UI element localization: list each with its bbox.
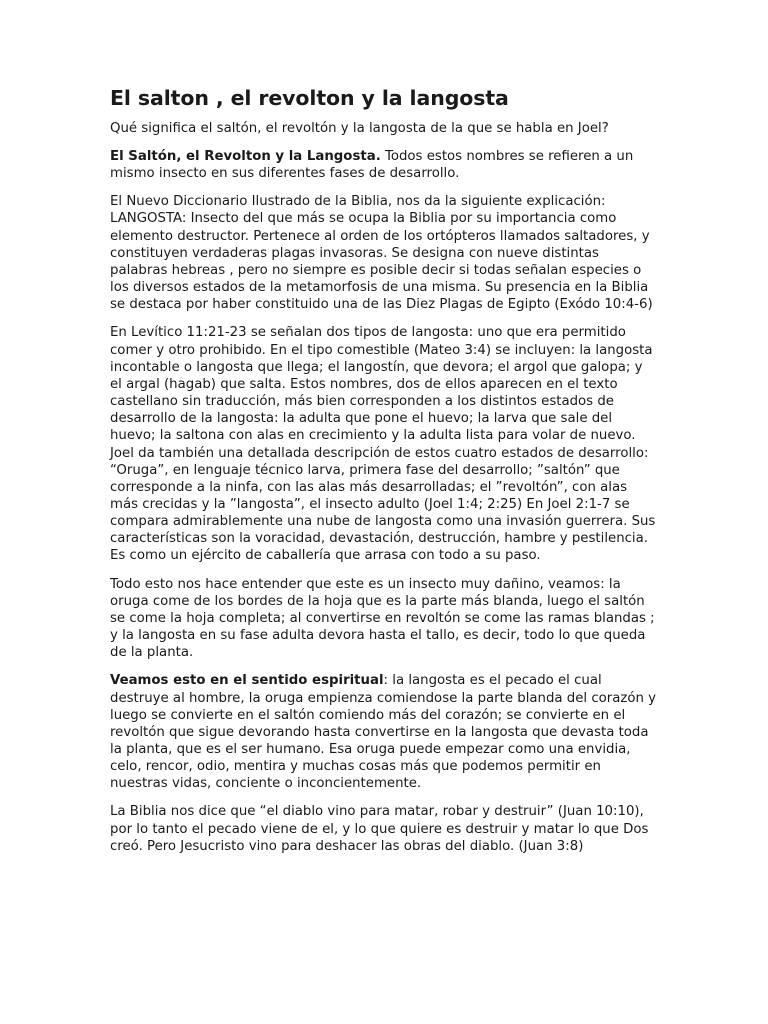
paragraph-levitico: En Levítico 11:21-23 se señalan dos tipos de langosta: uno que era permitido comer y otro prohibido. En el tipo comestible (Mateo 3:4) se incluyen: la langosta incontable o langosta que llega; el langostín, que devora; el argol que galopa; y el argal (hagab) que salta. Estos nombres, dos de ellos aparecen en el texto castellano sin traducción, más bien corresponden a los distintos estados de desarrollo de la langosta: la adulta que pone el huevo; la larva que sale del huevo; la saltona con alas en crecimiento y la adulta lista para volar de nuevo. Joel da también una detallada descripción de estos cuatro estados de desarrollo: “Oruga”, en lenguaje técnico larva, primera fase del desarrollo; ”saltón” que corresponde a la ninfa, con las alas más desarrolladas; el ”revoltón”, con alas más crecidas y la ”langosta”, el insecto adulto (Joel 1:4; 2:25) En Joel 2:1-7 se compara admirablemente una nube de langosta como una invasión guerrera. Sus características son la voracidad, devastación, destrucción, hambre y pestilencia. Es como un ejército de caballería que arrasa con todo a su paso. (110, 325, 656, 564)
paragraph-damage: Todo esto nos hace entender que este es un insecto muy dañino, veamos: la oruga come de los bordes de la hoja que es la parte más blanda, luego el saltón se come la hoja completa; al convertirse en revoltón se come las ramas blandas ; y la langosta en su fase adulta devora hasta el tallo, es decir, todo lo que queda de la planta. (110, 576, 655, 661)
question-paragraph: Qué significa el saltón, el revoltón y la langosta de la que se habla en Joel? (110, 121, 609, 136)
document-title: El salton , el revolton y la langosta (110, 86, 509, 110)
spiritual-text: : la langosta es el pecado el cual destruye al hombre, la oruga empienza comiendose la parte blanda del corazón y luego se convierte en el saltón comiendo más del corazón; se convierte en el revoltón que sigue devorando hasta convertirse en la langosta que devasta toda la planta, que es el ser humano. Esa oruga puede empezar como una envidia, celo, rencor, odio, mentira y muchas cosas más que podemos permitir en nuestras vidas, conciente o inconcientemente. (110, 673, 657, 792)
definition-text: Todos estos nombres se refieren a un mismo insecto en sus diferentes fases de desarrollo. (110, 149, 634, 182)
paragraph-dictionary: El Nuevo Diccionario Ilustrado de la Biblia, nos da la siguiente explicación: LANGOSTA: Insecto del que más se ocupa la Biblia por su importancia como elemento destructor. Pertenece al orden de los ortópteros llamados saltadores, y constituyen verdaderas plagas invasoras. Se designa con nueve distintas palabras hebreas , pero no siempre es posible decir si todas señalan especies o los diversos estados de la metamorfosis de una misma. Su presencia en la Biblia se destaca por haber constituido una de las Diez Plagas de Egipto (Exódo 10:4-6) (110, 194, 653, 313)
paragraph-spiritual (110, 672, 658, 792)
definition-bold-lead: El Saltón, el Revolton y la Langosta. (110, 149, 381, 164)
document-page (110, 84, 658, 866)
spiritual-bold-lead: Veamos esto en el sentido espiritual (110, 673, 384, 689)
paragraph-bible: La Biblia nos dice que “el diablo vino para matar, robar y destruir” (Juan 10:10), por lo tanto el pecado viene de el, y lo que quiere es destruir y matar lo que Dos creó. Pero Jesucristo vino para deshacer las obras del diablo. (Juan 3:8) (110, 804, 649, 854)
paragraph-definition (110, 148, 658, 182)
